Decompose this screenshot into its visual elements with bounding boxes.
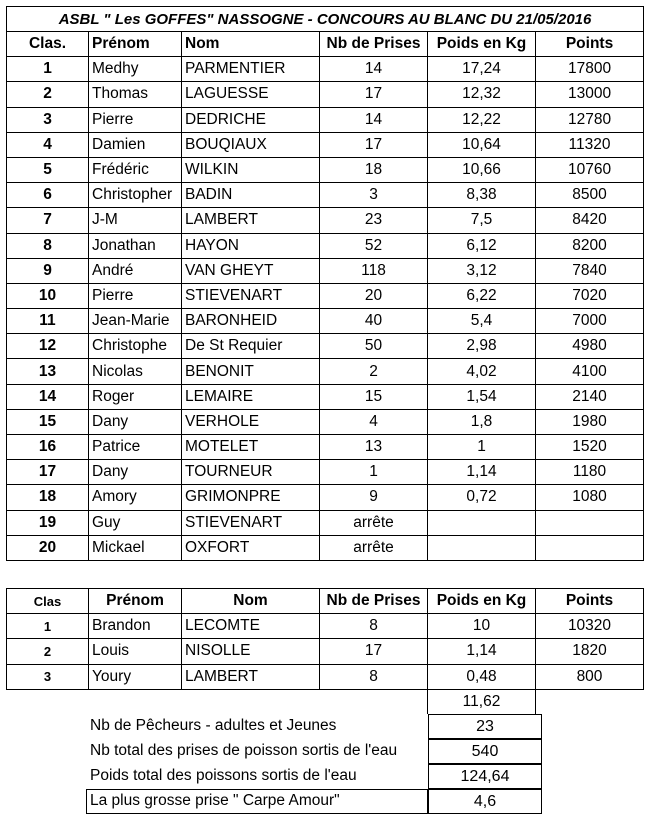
points-cell: 11320	[536, 132, 644, 157]
rank-cell: 5	[7, 157, 89, 182]
prenom-cell: Dany	[89, 460, 182, 485]
nom-cell: TOURNEUR	[182, 460, 320, 485]
prises-cell: 17	[320, 639, 428, 664]
table-row	[7, 334, 644, 359]
prises-cell: 13	[320, 435, 428, 460]
juniors-header-clas: Clas	[7, 589, 89, 614]
nom-cell: WILKIN	[182, 157, 320, 182]
rank-cell: 6	[7, 183, 89, 208]
rank-cell: 17	[7, 460, 89, 485]
poids-cell	[428, 535, 536, 560]
juniors-header-prises: Nb de Prises	[320, 589, 428, 614]
points-cell: 2140	[536, 384, 644, 409]
poids-cell: 12,22	[428, 107, 536, 132]
nom-cell: VERHOLE	[182, 409, 320, 434]
rank-cell: 11	[7, 309, 89, 334]
nom-cell: LECOMTE	[182, 614, 320, 639]
results-table	[6, 6, 644, 561]
points-cell: 1180	[536, 460, 644, 485]
prenom-cell: Thomas	[89, 82, 182, 107]
table-row	[7, 435, 644, 460]
prises-cell: 14	[320, 107, 428, 132]
nom-cell: NISOLLE	[182, 639, 320, 664]
prenom-cell: Pierre	[89, 107, 182, 132]
table-row	[7, 409, 644, 434]
prises-cell: 9	[320, 485, 428, 510]
points-cell: 8500	[536, 183, 644, 208]
prenom-cell: Jean-Marie	[89, 309, 182, 334]
rank-cell: 1	[7, 614, 89, 639]
header-prises: Nb de Prises	[320, 32, 428, 57]
carpe-label: La plus grosse prise " Carpe Amour"	[90, 792, 340, 809]
competition-title: ASBL " Les GOFFES" NASSOGNE - CONCOURS AU BLANC DU 21/05/2016	[7, 7, 644, 32]
prenom-cell: Youry	[89, 664, 182, 689]
poids-cell: 10,66	[428, 157, 536, 182]
nom-cell: LAGUESSE	[182, 82, 320, 107]
juniors-header-row	[7, 589, 644, 614]
points-cell: 8420	[536, 208, 644, 233]
table-row	[7, 283, 644, 308]
prises-label: Nb total des prises de poisson sortis de l'eau	[90, 742, 398, 759]
table-row	[7, 208, 644, 233]
poids-cell: 10,64	[428, 132, 536, 157]
rank-cell: 12	[7, 334, 89, 359]
poids-cell: 1	[428, 435, 536, 460]
prises-cell: 118	[320, 258, 428, 283]
points-cell: 1980	[536, 409, 644, 434]
points-cell	[536, 535, 644, 560]
prenom-cell: Jonathan	[89, 233, 182, 258]
points-cell: 4100	[536, 359, 644, 384]
nom-cell: BOUQIAUX	[182, 132, 320, 157]
juniors-table	[6, 588, 644, 714]
poids-cell: 1,14	[428, 460, 536, 485]
nom-cell: DEDRICHE	[182, 107, 320, 132]
rank-cell: 9	[7, 258, 89, 283]
table-row	[7, 82, 644, 107]
rank-cell: 14	[7, 384, 89, 409]
header-poids: Poids en Kg	[428, 32, 536, 57]
prises-cell: arrête	[320, 535, 428, 560]
nom-cell: BADIN	[182, 183, 320, 208]
points-cell: 13000	[536, 82, 644, 107]
prises-cell: 3	[320, 183, 428, 208]
juniors-subtotal-row	[7, 689, 644, 714]
table-row	[7, 460, 644, 485]
table-row	[7, 233, 644, 258]
header-clas: Clas.	[7, 32, 89, 57]
rank-cell: 15	[7, 409, 89, 434]
header-nom: Nom	[182, 32, 320, 57]
poids-cell: 12,32	[428, 82, 536, 107]
prenom-cell: André	[89, 258, 182, 283]
table-row	[7, 510, 644, 535]
rank-cell: 20	[7, 535, 89, 560]
poids-cell: 17,24	[428, 57, 536, 82]
nom-cell: PARMENTIER	[182, 57, 320, 82]
prises-cell: 14	[320, 57, 428, 82]
poids-cell: 7,5	[428, 208, 536, 233]
juniors-header-points: Points	[536, 589, 644, 614]
poids-cell: 0,48	[428, 664, 536, 689]
prenom-cell: Christophe	[89, 334, 182, 359]
prenom-cell: Frédéric	[89, 157, 182, 182]
prises-cell: 17	[320, 82, 428, 107]
rank-cell: 2	[7, 82, 89, 107]
prenom-cell: J-M	[89, 208, 182, 233]
prises-cell: 18	[320, 157, 428, 182]
table-row	[7, 132, 644, 157]
prenom-cell: Christopher	[89, 183, 182, 208]
poids-cell: 1,54	[428, 384, 536, 409]
poids-cell: 8,38	[428, 183, 536, 208]
rank-cell: 19	[7, 510, 89, 535]
rank-cell: 1	[7, 57, 89, 82]
rank-cell: 10	[7, 283, 89, 308]
juniors-table-row	[7, 614, 644, 639]
poids-cell: 0,72	[428, 485, 536, 510]
juniors-table-row	[7, 664, 644, 689]
nom-cell: GRIMONPRE	[182, 485, 320, 510]
poids-cell: 2,98	[428, 334, 536, 359]
prises-cell: 40	[320, 309, 428, 334]
prises-cell: 50	[320, 334, 428, 359]
prenom-cell: Medhy	[89, 57, 182, 82]
rank-cell: 2	[7, 639, 89, 664]
prenom-cell: Mickael	[89, 535, 182, 560]
rank-cell: 4	[7, 132, 89, 157]
prenom-cell: Guy	[89, 510, 182, 535]
poids-cell: 1,8	[428, 409, 536, 434]
points-cell	[536, 510, 644, 535]
poids-cell: 1,14	[428, 639, 536, 664]
table-row	[7, 107, 644, 132]
nom-cell: STIEVENART	[182, 510, 320, 535]
pecheurs-value: 23	[428, 714, 542, 739]
poids-value: 124,64	[428, 764, 542, 789]
table-row	[7, 258, 644, 283]
nom-cell: BENONIT	[182, 359, 320, 384]
table-row	[7, 183, 644, 208]
pecheurs-label: Nb de Pêcheurs - adultes et Jeunes	[90, 717, 337, 734]
carpe-value: 4,6	[428, 789, 542, 814]
prises-cell: 15	[320, 384, 428, 409]
prenom-cell: Dany	[89, 409, 182, 434]
poids-cell: 6,12	[428, 233, 536, 258]
prises-cell: 1	[320, 460, 428, 485]
points-cell: 10320	[536, 614, 644, 639]
nom-cell: De St Requier	[182, 334, 320, 359]
table-row	[7, 359, 644, 384]
rank-cell: 8	[7, 233, 89, 258]
points-cell: 7020	[536, 283, 644, 308]
header-prenom: Prénom	[89, 32, 182, 57]
poids-label: Poids total des poissons sortis de l'eau	[90, 767, 357, 784]
table-header-row	[7, 32, 644, 57]
prises-cell: 20	[320, 283, 428, 308]
header-points: Points	[536, 32, 644, 57]
rank-cell: 3	[7, 107, 89, 132]
prises-value: 540	[428, 739, 542, 764]
rank-cell: 13	[7, 359, 89, 384]
poids-cell: 10	[428, 614, 536, 639]
points-cell: 7840	[536, 258, 644, 283]
prises-cell: 52	[320, 233, 428, 258]
juniors-table-row	[7, 639, 644, 664]
points-cell: 1520	[536, 435, 644, 460]
prises-cell: 23	[320, 208, 428, 233]
poids-cell: 6,22	[428, 283, 536, 308]
points-cell: 4980	[536, 334, 644, 359]
nom-cell: VAN GHEYT	[182, 258, 320, 283]
poids-cell: 5,4	[428, 309, 536, 334]
prenom-cell: Roger	[89, 384, 182, 409]
poids-cell: 4,02	[428, 359, 536, 384]
prenom-cell: Nicolas	[89, 359, 182, 384]
table-row	[7, 157, 644, 182]
table-row	[7, 485, 644, 510]
rank-cell: 7	[7, 208, 89, 233]
rank-cell: 18	[7, 485, 89, 510]
juniors-header-nom: Nom	[182, 589, 320, 614]
prenom-cell: Amory	[89, 485, 182, 510]
rank-cell: 3	[7, 664, 89, 689]
prises-cell: 2	[320, 359, 428, 384]
prenom-cell: Damien	[89, 132, 182, 157]
juniors-header-poids: Poids en Kg	[428, 589, 536, 614]
points-cell: 1820	[536, 639, 644, 664]
nom-cell: BARONHEID	[182, 309, 320, 334]
points-cell: 800	[536, 664, 644, 689]
prenom-cell: Louis	[89, 639, 182, 664]
nom-cell: LAMBERT	[182, 664, 320, 689]
points-cell: 8200	[536, 233, 644, 258]
poids-cell	[428, 510, 536, 535]
prises-cell: 17	[320, 132, 428, 157]
points-cell: 1080	[536, 485, 644, 510]
juniors-weight-subtotal: 11,62	[428, 689, 536, 714]
rank-cell: 16	[7, 435, 89, 460]
table-row	[7, 57, 644, 82]
nom-cell: HAYON	[182, 233, 320, 258]
prises-cell: arrête	[320, 510, 428, 535]
table-row	[7, 384, 644, 409]
nom-cell: LAMBERT	[182, 208, 320, 233]
points-cell: 12780	[536, 107, 644, 132]
prenom-cell: Patrice	[89, 435, 182, 460]
nom-cell: STIEVENART	[182, 283, 320, 308]
prenom-cell: Pierre	[89, 283, 182, 308]
poids-cell: 3,12	[428, 258, 536, 283]
table-row	[7, 535, 644, 560]
table-row	[7, 309, 644, 334]
juniors-header-prenom: Prénom	[89, 589, 182, 614]
nom-cell: MOTELET	[182, 435, 320, 460]
points-cell: 10760	[536, 157, 644, 182]
prises-cell: 4	[320, 409, 428, 434]
prises-cell: 8	[320, 664, 428, 689]
points-cell: 7000	[536, 309, 644, 334]
nom-cell: LEMAIRE	[182, 384, 320, 409]
prises-cell: 8	[320, 614, 428, 639]
nom-cell: OXFORT	[182, 535, 320, 560]
points-cell: 17800	[536, 57, 644, 82]
prenom-cell: Brandon	[89, 614, 182, 639]
